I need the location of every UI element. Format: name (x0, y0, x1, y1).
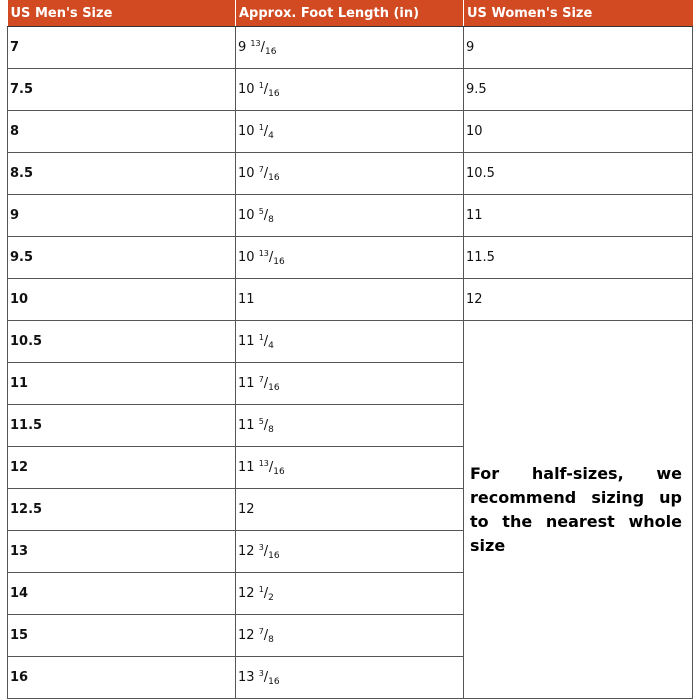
mens-size-cell: 9 (8, 195, 236, 237)
foot-length-whole: 10 (238, 250, 255, 265)
fraction-denominator: 4 (268, 131, 274, 141)
foot-length-cell (236, 615, 464, 657)
womens-size-cell: 12 (464, 279, 693, 321)
foot-length-cell (236, 657, 464, 699)
fraction-numerator: 7 (258, 165, 264, 174)
table-row (8, 111, 693, 153)
foot-length-fraction: $^1/_{16}$ (258, 81, 280, 99)
womens-size-cell: 10.5 (464, 153, 693, 195)
mens-size-cell: 9.5 (8, 237, 236, 279)
fraction-denominator: 16 (268, 677, 280, 687)
foot-length-fraction: $^1/_2$ (258, 585, 274, 603)
mens-size-cell: 8 (8, 111, 236, 153)
foot-length-cell (236, 531, 464, 573)
foot-length-fraction: $^3/_{16}$ (258, 543, 280, 561)
fraction-numerator: 13 (258, 249, 269, 258)
fraction-numerator: 7 (258, 627, 264, 636)
foot-length-fraction: $^1/_4$ (258, 333, 274, 351)
mens-size-cell: 10 (8, 279, 236, 321)
womens-size-cell: 11.5 (464, 237, 693, 279)
foot-length-whole: 13 (238, 670, 255, 685)
table-row (8, 195, 693, 237)
half-size-note-cell (464, 321, 693, 699)
table-body (8, 27, 693, 699)
foot-length-cell (236, 27, 464, 69)
foot-length-fraction: $^3/_{16}$ (258, 669, 280, 687)
foot-length-fraction: $^1/_4$ (258, 123, 274, 141)
fraction-denominator: 2 (268, 593, 274, 603)
mens-size-cell: 12 (8, 447, 236, 489)
foot-length-cell (236, 237, 464, 279)
foot-length-whole: 11 (238, 292, 255, 307)
fraction-numerator: 13 (250, 39, 261, 48)
fraction-denominator: 16 (268, 383, 280, 393)
foot-length-cell (236, 153, 464, 195)
half-size-note: For half-sizes, we recommend sizing up to the nearest whole size (470, 463, 682, 555)
table-row (8, 279, 693, 321)
mens-size-cell: 16 (8, 657, 236, 699)
header-us-womens-size: US Women's Size (464, 0, 693, 27)
mens-size-cell: 11 (8, 363, 236, 405)
mens-size-cell: 13 (8, 531, 236, 573)
foot-length-cell (236, 195, 464, 237)
fraction-denominator: 8 (268, 635, 274, 645)
fraction-numerator: 1 (258, 81, 264, 90)
foot-length-fraction: $^7/_{16}$ (258, 165, 280, 183)
table-row (8, 27, 693, 69)
foot-length-cell (236, 447, 464, 489)
foot-length-whole: 12 (238, 502, 255, 517)
foot-length-whole: 11 (238, 376, 255, 391)
mens-size-cell: 15 (8, 615, 236, 657)
mens-size-cell: 10.5 (8, 321, 236, 363)
foot-length-fraction: $^{13}/_{16}$ (250, 39, 277, 57)
foot-length-whole: 11 (238, 334, 255, 349)
header-us-mens-size: US Men's Size (8, 0, 236, 27)
fraction-denominator: 8 (268, 425, 274, 435)
foot-length-whole: 12 (238, 544, 255, 559)
size-chart-table (7, 0, 693, 699)
foot-length-cell (236, 363, 464, 405)
foot-length-fraction: $^7/_8$ (258, 627, 274, 645)
mens-size-cell: 12.5 (8, 489, 236, 531)
fraction-numerator: 1 (258, 123, 264, 132)
mens-size-cell: 7 (8, 27, 236, 69)
fraction-denominator: 16 (268, 173, 280, 183)
table-header (8, 0, 693, 27)
fraction-numerator: 5 (258, 207, 264, 216)
fraction-numerator: 7 (258, 375, 264, 384)
fraction-denominator: 8 (268, 215, 274, 225)
header-row (8, 0, 693, 27)
fraction-numerator: 3 (258, 543, 264, 552)
table-row (8, 321, 693, 363)
fraction-numerator: 13 (258, 459, 269, 468)
foot-length-cell (236, 279, 464, 321)
womens-size-cell: 9.5 (464, 69, 693, 111)
fraction-numerator: 1 (258, 333, 264, 342)
fraction-numerator: 3 (258, 669, 264, 678)
fraction-denominator: 4 (268, 341, 274, 351)
foot-length-cell (236, 321, 464, 363)
fraction-numerator: 1 (258, 585, 264, 594)
mens-size-cell: 8.5 (8, 153, 236, 195)
fraction-denominator: 16 (273, 467, 285, 477)
foot-length-whole: 11 (238, 460, 255, 475)
foot-length-whole: 10 (238, 82, 255, 97)
fraction-denominator: 16 (273, 257, 285, 267)
foot-length-fraction: $^{13}/_{16}$ (258, 249, 285, 267)
foot-length-whole: 12 (238, 628, 255, 643)
table-row (8, 237, 693, 279)
foot-length-cell (236, 573, 464, 615)
foot-length-fraction: $^7/_{16}$ (258, 375, 280, 393)
foot-length-cell (236, 69, 464, 111)
foot-length-whole: 10 (238, 124, 255, 139)
mens-size-cell: 11.5 (8, 405, 236, 447)
table-row (8, 69, 693, 111)
foot-length-whole: 10 (238, 208, 255, 223)
foot-length-cell (236, 111, 464, 153)
womens-size-cell: 10 (464, 111, 693, 153)
foot-length-cell (236, 405, 464, 447)
womens-size-cell: 9 (464, 27, 693, 69)
foot-length-whole: 12 (238, 586, 255, 601)
fraction-numerator: 5 (258, 417, 264, 426)
foot-length-fraction: $^{13}/_{16}$ (258, 459, 285, 477)
foot-length-cell (236, 489, 464, 531)
header-foot-length: Approx. Foot Length (in) (236, 0, 464, 27)
foot-length-fraction: $^5/_8$ (258, 207, 274, 225)
foot-length-fraction: $^5/_8$ (258, 417, 274, 435)
fraction-denominator: 16 (268, 551, 280, 561)
foot-length-whole: 9 (238, 40, 247, 55)
mens-size-cell: 7.5 (8, 69, 236, 111)
table-row (8, 153, 693, 195)
fraction-denominator: 16 (268, 89, 280, 99)
foot-length-whole: 10 (238, 166, 255, 181)
womens-size-cell: 11 (464, 195, 693, 237)
fraction-denominator: 16 (265, 47, 277, 57)
foot-length-whole: 11 (238, 418, 255, 433)
mens-size-cell: 14 (8, 573, 236, 615)
